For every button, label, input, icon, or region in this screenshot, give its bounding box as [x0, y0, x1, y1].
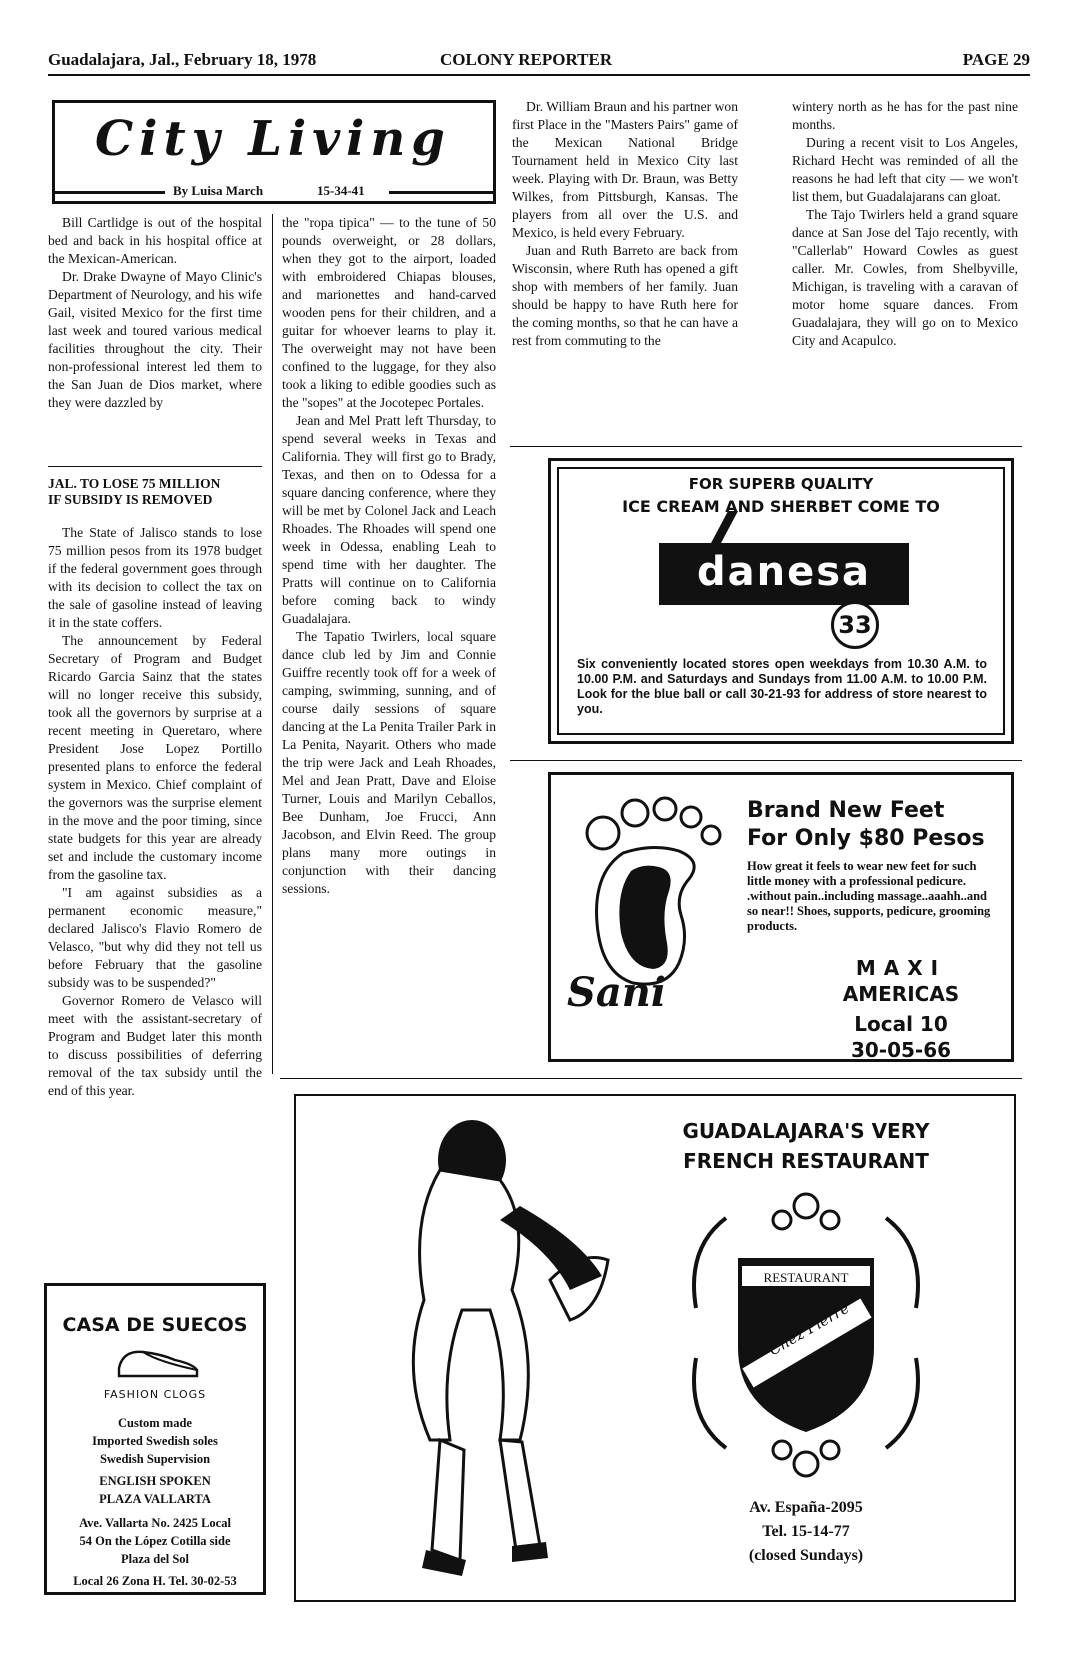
- ad-headline: GUADALAJARA'S VERY FRENCH RESTAURANT: [682, 1119, 930, 1173]
- dateline: Guadalajara, Jal., February 18, 1978: [48, 50, 317, 69]
- page-number: PAGE 29: [962, 50, 1030, 69]
- paragraph: Governor Romero de Velasco will meet with the assistant-secretary of Program and Budget later this month to discuss possibilities of deferring removal of the tax subsidy until the end of this year.: [48, 993, 262, 1098]
- paragraph: Juan and Ruth Barreto are back from Wisconsin, where Ruth has opened a gift shop with members of her family. Juan should be happy to have Ruth here for the coming months, so that he can have a rest from commuting to the: [512, 243, 738, 348]
- column-title: City Living: [95, 111, 451, 167]
- crest-top-label: RESTAURANT: [763, 1270, 849, 1285]
- ad-body: How great it feels to wear new feet for such little money with a professional pedicure. .without pain..including massage..aaahh..and so near!! Shoes, supports, pedicure, grooming products.: [747, 859, 991, 933]
- danesa-logo: danesa: [659, 543, 909, 605]
- paragraph: "I am against subsidies as a permanent economic measure," declared Jalisco's Flavio Romero de Velasco, "but why did they not tell us before February that the gasoline subsidy was to be suspended?": [48, 885, 262, 990]
- ad-headline: Brand New Feet For Only $80 Pesos: [747, 798, 985, 851]
- dancer-illustration-icon: [340, 1110, 610, 1590]
- col1-article: [48, 214, 262, 412]
- crest-name: Chez Pierre: [765, 1298, 853, 1360]
- paragraph: Dr. Drake Dwayne of Mayo Clinic's Department of Neurology, and his wife Gail, visited Mexico for the first time last week and toured various medical facilities throughout the city. Their non-professional interest led them to the San Juan de Dios market, where they were dazzled by: [48, 269, 262, 410]
- ad-sani: Brand New Feet For Only $80 Pesos How great it feels to wear new feet for such little money with a professional pedicure. .without pain..including massage..aaahh..and so near!! Shoes, supports, pedicure, grooming products. Sani MAXI AMERICAS Local 10 30-05-66: [548, 772, 1014, 1062]
- col4-article: [792, 98, 1018, 350]
- masthead: [48, 50, 1030, 76]
- col1-story: [48, 524, 262, 1100]
- paragraph: The Tajo Twirlers held a grand square dance at San Jose del Tajo recently, with "Callerlab" Howard Cowles as guest caller. Mr. Cowles, from Shelbyville, Michigan, is traveling with a caravan of motor home square dances. From Guadalajara, they will go on to Mexico City and Acapulco.: [792, 207, 1018, 348]
- ad-casa-de-suecos: CASA DE SUECOS FASHION CLOGS Custom made Imported Swedish soles Swedish Supervision ENGLISH SPOKEN PLAZA VALLARTA Ave. Vallarta No. 2425 Local 54 On the López Cotilla side Plaza del Sol Local 26 Zona H. Tel. 30-02-53: [44, 1283, 266, 1595]
- byline-phone: 15-34-41: [317, 183, 365, 198]
- ad-danesa: FOR SUPERB QUALITY ICE CREAM AND SHERBET COME TO danesa 33 Six conveniently located stores open weekdays from 10.30 A.M. to 10.00 P.M. and Saturdays and Sundays from 11.00 A.M. to 10.00 P.M. Look for the blue ball or call 30-21-93 for address of store nearest to you.: [548, 458, 1014, 744]
- paper-name: COLONY REPORTER: [440, 50, 613, 69]
- ad-address: Av. España-2095 Tel. 15-14-77 (closed Sundays): [748, 1499, 864, 1564]
- paragraph: The announcement by Federal Secretary of Program and Budget Ricardo Garcia Sainz that the states will no longer receive this subsidy, took all the governors by surprise at a recent meeting in Queretaro, where President Jose Lopez Portillo presented plans to enforce the federal system in Mexico. Chief complaint of the governors was the surprise element in the move and the poor timing, since state budgets for this year are already set and include the customary income from the gasoline tax.: [48, 633, 262, 882]
- paragraph: Bill Cartlidge is out of the hospital bed and back in his hospital office at the Mexican-American.: [48, 215, 262, 266]
- byline: By Luisa March: [173, 183, 264, 198]
- paragraph: The State of Jalisco stands to lose 75 million pesos from its 1978 budget if the federal government goes through with its decision to collect the tax on the sale of gasoline instead of leaving it in the state coffers.: [48, 525, 262, 630]
- col2-article: [282, 214, 496, 898]
- column-header: [52, 100, 496, 204]
- foot-icon: [563, 783, 733, 993]
- ad-subtitle: FASHION CLOGS: [103, 1388, 207, 1401]
- ad-body: Six conveniently located stores open weekdays from 10.30 A.M. to 10.00 P.M. and Saturdays and Sundays from 11.00 A.M. to 10.00 P.M. Look for the blue ball or call 30-21-93 for address of store nearest to you.: [577, 657, 987, 716]
- ad-title: CASA DE SUECOS: [62, 1314, 248, 1336]
- sani-logo: Sani: [567, 969, 667, 1016]
- col3-article: [512, 98, 738, 350]
- paragraph: Jean and Mel Pratt left Thursday, to spend several weeks in Texas and California. They will first go to Brady, Texas, and then on to Odessa for a square dancing conference, where they will be met by Colonel Jack and Leach Rhoades. The Rhoades will spend one week in Odessa, enabling Leah to spend time with her daughter. The Pratts will continue on to California before coming back to windy Guadalajara.: [282, 413, 496, 626]
- danesa-number-badge: 33: [831, 601, 879, 649]
- headline-jalisco: JAL. TO LOSE 75 MILLION IF SUBSIDY IS REMOVED: [48, 476, 221, 507]
- paragraph: the "ropa tipica" — to the tune of 50 pounds overweight, or 28 dollars, when they got to the airport, loaded with embroidered Chiapas blouses, and marionettes and hand-carved wooden pens for their children, and a guitar for whoever learns to play it. The overweight may not have been confined to the luggage, for they also took a liking to edible goodies such as the "sopes" at the Jocotepec Portales.: [282, 215, 496, 410]
- clog-icon: [113, 1342, 203, 1382]
- paragraph: The Tapatio Twirlers, local square dance club led by Jim and Connie Guiffre recently took off for a week of camping, swimming, sunning, and of course daily sessions of square dancing at the La Penita Trailer Park in La Penita, Nayarit. Others who made the trip were Jack and Leah Rhoades, Mel and Jean Pratt, Dave and Eloise Turner, Louis and Marilyn Ceballos, Bee Dunham, Joe Frucci, Ann Jacobson, and Elvin Reed. The group plans many more outings in conjunction with their dancing sessions.: [282, 629, 496, 896]
- paragraph: Dr. William Braun and his partner won first Place in the "Masters Pairs" game of the Mexican National Bridge Tournament held in Mexico City last week. Playing with Dr. Braun, was Betty Wilkes, from Pittsburgh, Kansas. The players from all over the U.S. and Mexico, is held every February.: [512, 99, 738, 240]
- ad-chez-pierre: [294, 1094, 1016, 1602]
- paragraph: During a recent visit to Los Angeles, Richard Hecht was reminded of all the reasons he had left that city — we won't list them, but Guadalajarans can gloat.: [792, 135, 1018, 204]
- paragraph: wintery north as he has for the past nine months.: [792, 99, 1018, 132]
